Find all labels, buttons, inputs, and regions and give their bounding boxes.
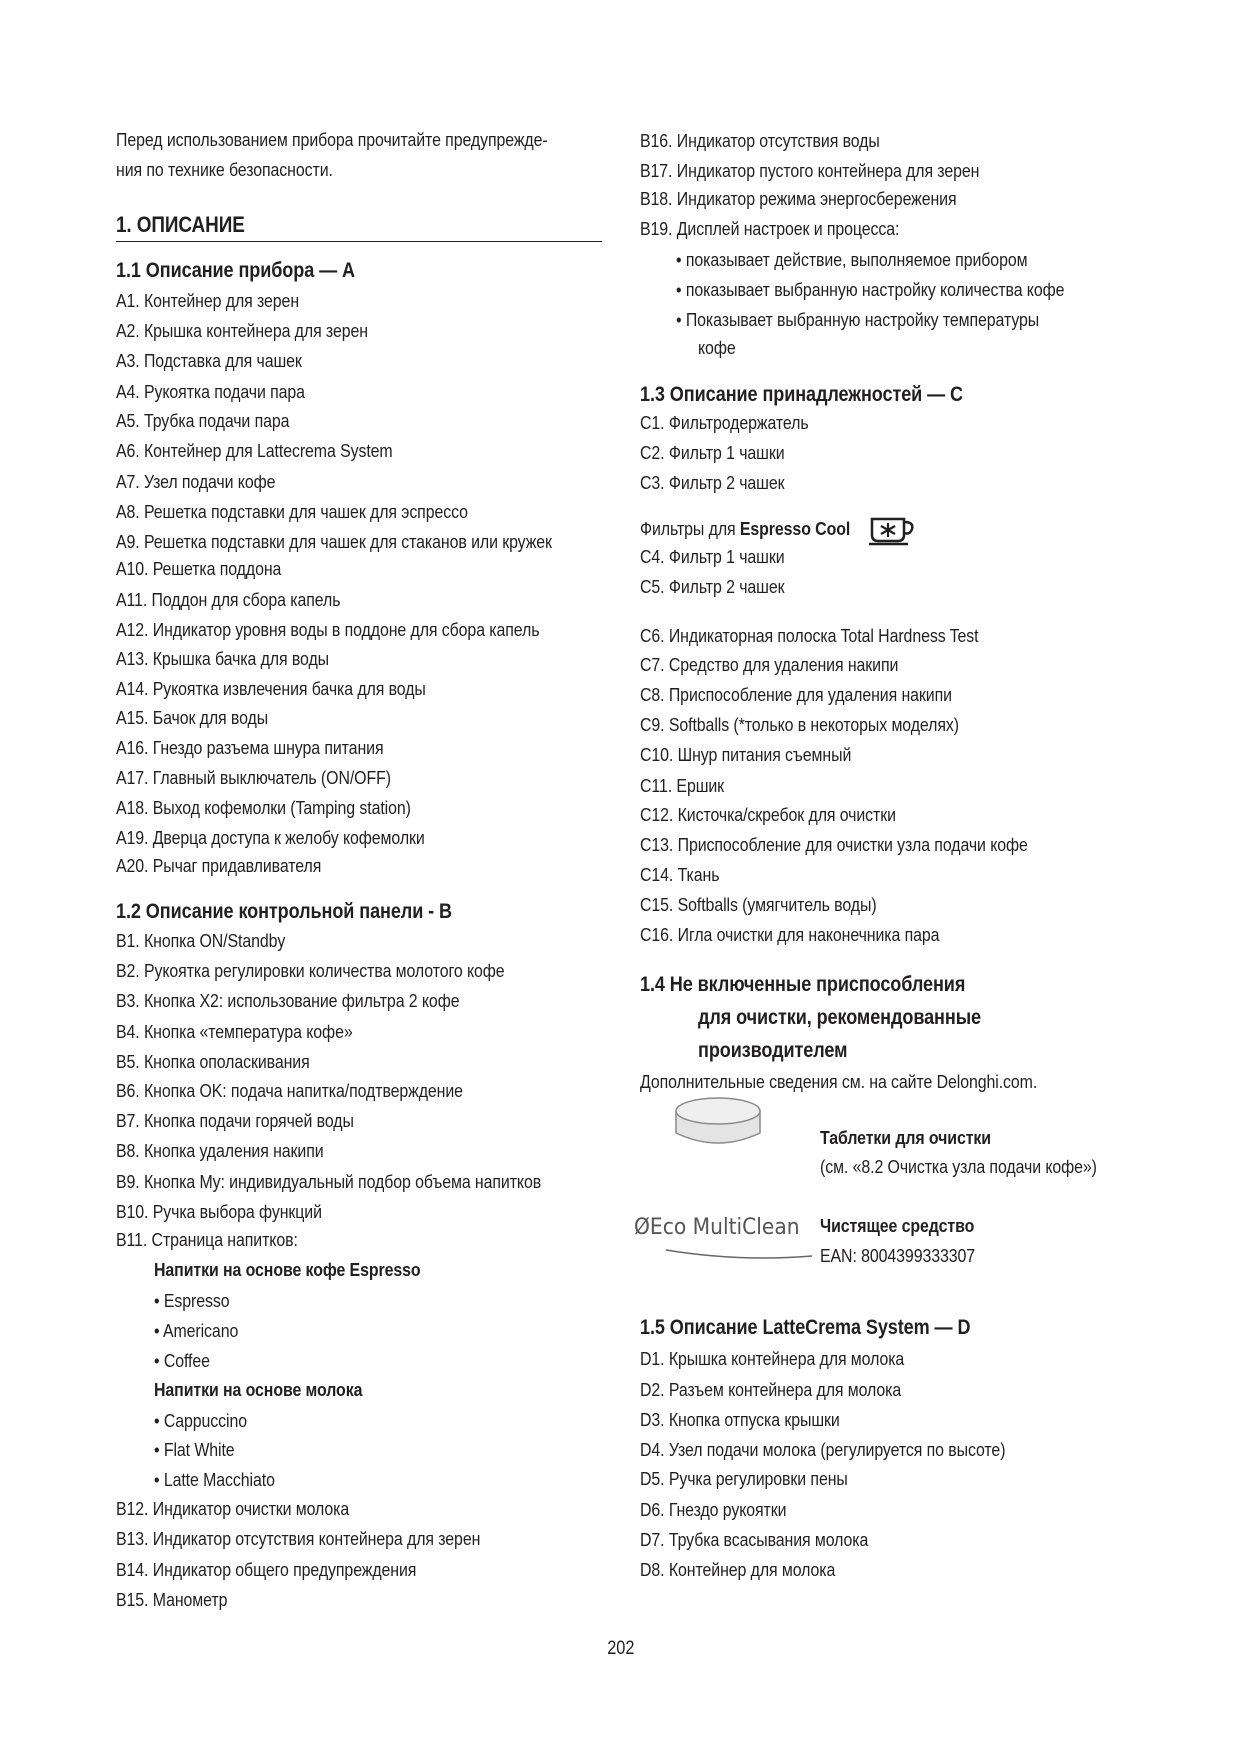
list-item: A2. Крышка контейнера для зерен <box>116 320 368 341</box>
cleaner-title: Чистящее средство <box>820 1215 975 1236</box>
list-item: D5. Ручка регулировки пены <box>640 1468 848 1489</box>
list-item: A19. Дверца доступа к желобу кофемолки <box>116 827 425 848</box>
list-item: C14. Ткань <box>640 864 720 885</box>
list-item: A8. Решетка подставки для чашек для эспрессо <box>116 501 468 522</box>
list-item: D7. Трубка всасывания молока <box>640 1529 869 1550</box>
cleaning-tablet-icon <box>672 1095 764 1153</box>
list-item: • показывает действие, выполняемое прибором <box>676 249 1028 270</box>
list-item: A18. Выход кофемолки (Tamping station) <box>116 797 411 818</box>
list-item: A11. Поддон для сбора капель <box>116 589 341 610</box>
section-title: 1. ОПИСАНИЕ <box>116 212 245 237</box>
list-item: C6. Индикаторная полоска Total Hardness Test <box>640 625 979 646</box>
section-rule <box>116 241 602 242</box>
list-item: C16. Игла очистки для наконечника пара <box>640 924 940 945</box>
list-item: D4. Узел подачи молока (регулируется по высоте) <box>640 1439 1006 1460</box>
list-item: B16. Индикатор отсутствия воды <box>640 130 880 151</box>
list-item: B19. Дисплей настроек и процесса: <box>640 218 900 239</box>
intro-line-1: Перед использованием прибора прочитайте предупрежде- <box>116 129 548 150</box>
list-item: D3. Кнопка отпуска крышки <box>640 1409 840 1430</box>
list-item: C13. Приспособление для очистки узла подачи кофе <box>640 834 1028 855</box>
eco-multiclean-logo: ØEco MultiClean <box>634 1215 800 1240</box>
list-item: A7. Узел подачи кофе <box>116 471 276 492</box>
s14-title-line-3: производителем <box>698 1039 848 1062</box>
list-item: C9. Softballs (*только в некоторых моделях) <box>640 714 959 735</box>
list-item: • показывает выбранную настройку количества кофе <box>676 279 1065 300</box>
tablets-note: (см. «8.2 Очистка узла подачи кофе») <box>820 1156 1097 1177</box>
list-item: A5. Трубка подачи пара <box>116 410 290 431</box>
list-item: A15. Бачок для воды <box>116 707 269 728</box>
list-item: C2. Фильтр 1 чашки <box>640 442 785 463</box>
filters-label-bold: Espresso Cool <box>739 518 851 539</box>
milk-heading: Напитки на основе молока <box>154 1379 363 1400</box>
s12-title: 1.2 Описание контрольной панели - B <box>116 900 452 923</box>
list-item: B18. Индикатор режима энергосбережения <box>640 188 957 209</box>
list-item: • Flat White <box>154 1439 235 1460</box>
espresso-heading: Напитки на основе кофе Espresso <box>154 1259 421 1280</box>
list-item: • Americano <box>154 1320 239 1341</box>
list-item: D8. Контейнер для молока <box>640 1559 836 1580</box>
filters-label <box>640 518 850 540</box>
list-item: D1. Крышка контейнера для молока <box>640 1348 905 1369</box>
list-item: B2. Рукоятка регулировки количества молотого кофе <box>116 960 505 981</box>
list-item: A14. Рукоятка извлечения бачка для воды <box>116 678 426 699</box>
page-number-text: 202 <box>606 1638 635 1659</box>
list-item: A13. Крышка бачка для воды <box>116 648 330 669</box>
list-item: A20. Рычаг придавливателя <box>116 855 322 876</box>
list-item: A12. Индикатор уровня воды в поддоне для сбора капель <box>116 619 540 640</box>
intro-line-2: ния по технике безопасности. <box>116 159 333 180</box>
list-item: C8. Приспособление для удаления накипи <box>640 684 952 705</box>
s14-note: Дополнительные сведения см. на сайте Delonghi.com. <box>640 1071 1038 1092</box>
list-item: D6. Гнездо рукоятки <box>640 1499 787 1520</box>
list-item: B14. Индикатор общего предупреждения <box>116 1559 417 1580</box>
s11-title: 1.1 Описание прибора — A <box>116 259 355 282</box>
list-item: B8. Кнопка удаления накипи <box>116 1140 324 1161</box>
list-item: C4. Фильтр 1 чашки <box>640 546 785 567</box>
list-item: B15. Манометр <box>116 1589 228 1610</box>
list-item: A16. Гнездо разъема шнура питания <box>116 737 384 758</box>
list-item: • Coffee <box>154 1350 210 1371</box>
list-item: C1. Фильтродержатель <box>640 412 809 433</box>
list-item: • Показывает выбранную настройку температуры <box>676 309 1040 330</box>
list-item: C3. Фильтр 2 чашек <box>640 472 785 493</box>
list-item: кофе <box>698 337 736 358</box>
s14-title-line-2: для очистки, рекомендованные <box>698 1006 981 1029</box>
s14-title: 1.4 Не включенные приспособления <box>640 973 966 996</box>
list-item: A4. Рукоятка подачи пара <box>116 381 305 402</box>
list-item: C11. Ершик <box>640 775 725 796</box>
list-item: C15. Softballs (умягчитель воды) <box>640 894 877 915</box>
list-item: B12. Индикатор очистки молока <box>116 1498 350 1519</box>
list-item: B7. Кнопка подачи горячей воды <box>116 1110 354 1131</box>
list-item: • Latte Macchiato <box>154 1469 275 1490</box>
list-item: A9. Решетка подставки для чашек для стаканов или кружек <box>116 531 552 552</box>
list-item: A1. Контейнер для зерен <box>116 290 300 311</box>
list-item: C5. Фильтр 2 чашек <box>640 576 785 597</box>
eco-logo-swoosh <box>664 1244 814 1262</box>
list-item: A17. Главный выключатель (ON/OFF) <box>116 767 391 788</box>
list-item: C10. Шнур питания съемный <box>640 744 852 765</box>
list-item: B17. Индикатор пустого контейнера для зерен <box>640 160 980 181</box>
list-item: B5. Кнопка ополаскивания <box>116 1051 310 1072</box>
list-item: • Cappuccino <box>154 1410 247 1431</box>
list-item: B1. Кнопка ON/Standby <box>116 930 286 951</box>
s15-title: 1.5 Описание LatteCrema System — D <box>640 1316 971 1339</box>
list-item: B4. Кнопка «температура кофе» <box>116 1021 353 1042</box>
page-number <box>0 1638 1241 1660</box>
list-item: B13. Индикатор отсутствия контейнера для зерен <box>116 1528 481 1549</box>
list-item: C7. Средство для удаления накипи <box>640 654 899 675</box>
tablets-title: Таблетки для очистки <box>820 1127 992 1148</box>
list-item: B11. Страница напитков: <box>116 1229 298 1250</box>
list-item: A6. Контейнер для Lattecrema System <box>116 440 393 461</box>
list-item: B3. Кнопка X2: использование фильтра 2 кофе <box>116 990 460 1011</box>
list-item: B9. Кнопка My: индивидуальный подбор объема напитков <box>116 1171 542 1192</box>
filters-label-text: Фильтры для <box>640 518 740 539</box>
s13-title: 1.3 Описание принадлежностей — C <box>640 383 963 406</box>
list-item: C12. Кисточка/скребок для очистки <box>640 804 896 825</box>
list-item: A10. Решетка поддона <box>116 558 282 579</box>
list-item: A3. Подставка для чашек <box>116 350 302 371</box>
list-item: • Espresso <box>154 1290 230 1311</box>
list-item: D2. Разъем контейнера для молока <box>640 1379 902 1400</box>
list-item: B6. Кнопка OK: подача напитка/подтверждение <box>116 1080 463 1101</box>
cleaner-ean: EAN: 8004399333307 <box>820 1245 976 1266</box>
espresso-cool-cup-icon <box>868 513 922 547</box>
list-item: B10. Ручка выбора функций <box>116 1201 322 1222</box>
